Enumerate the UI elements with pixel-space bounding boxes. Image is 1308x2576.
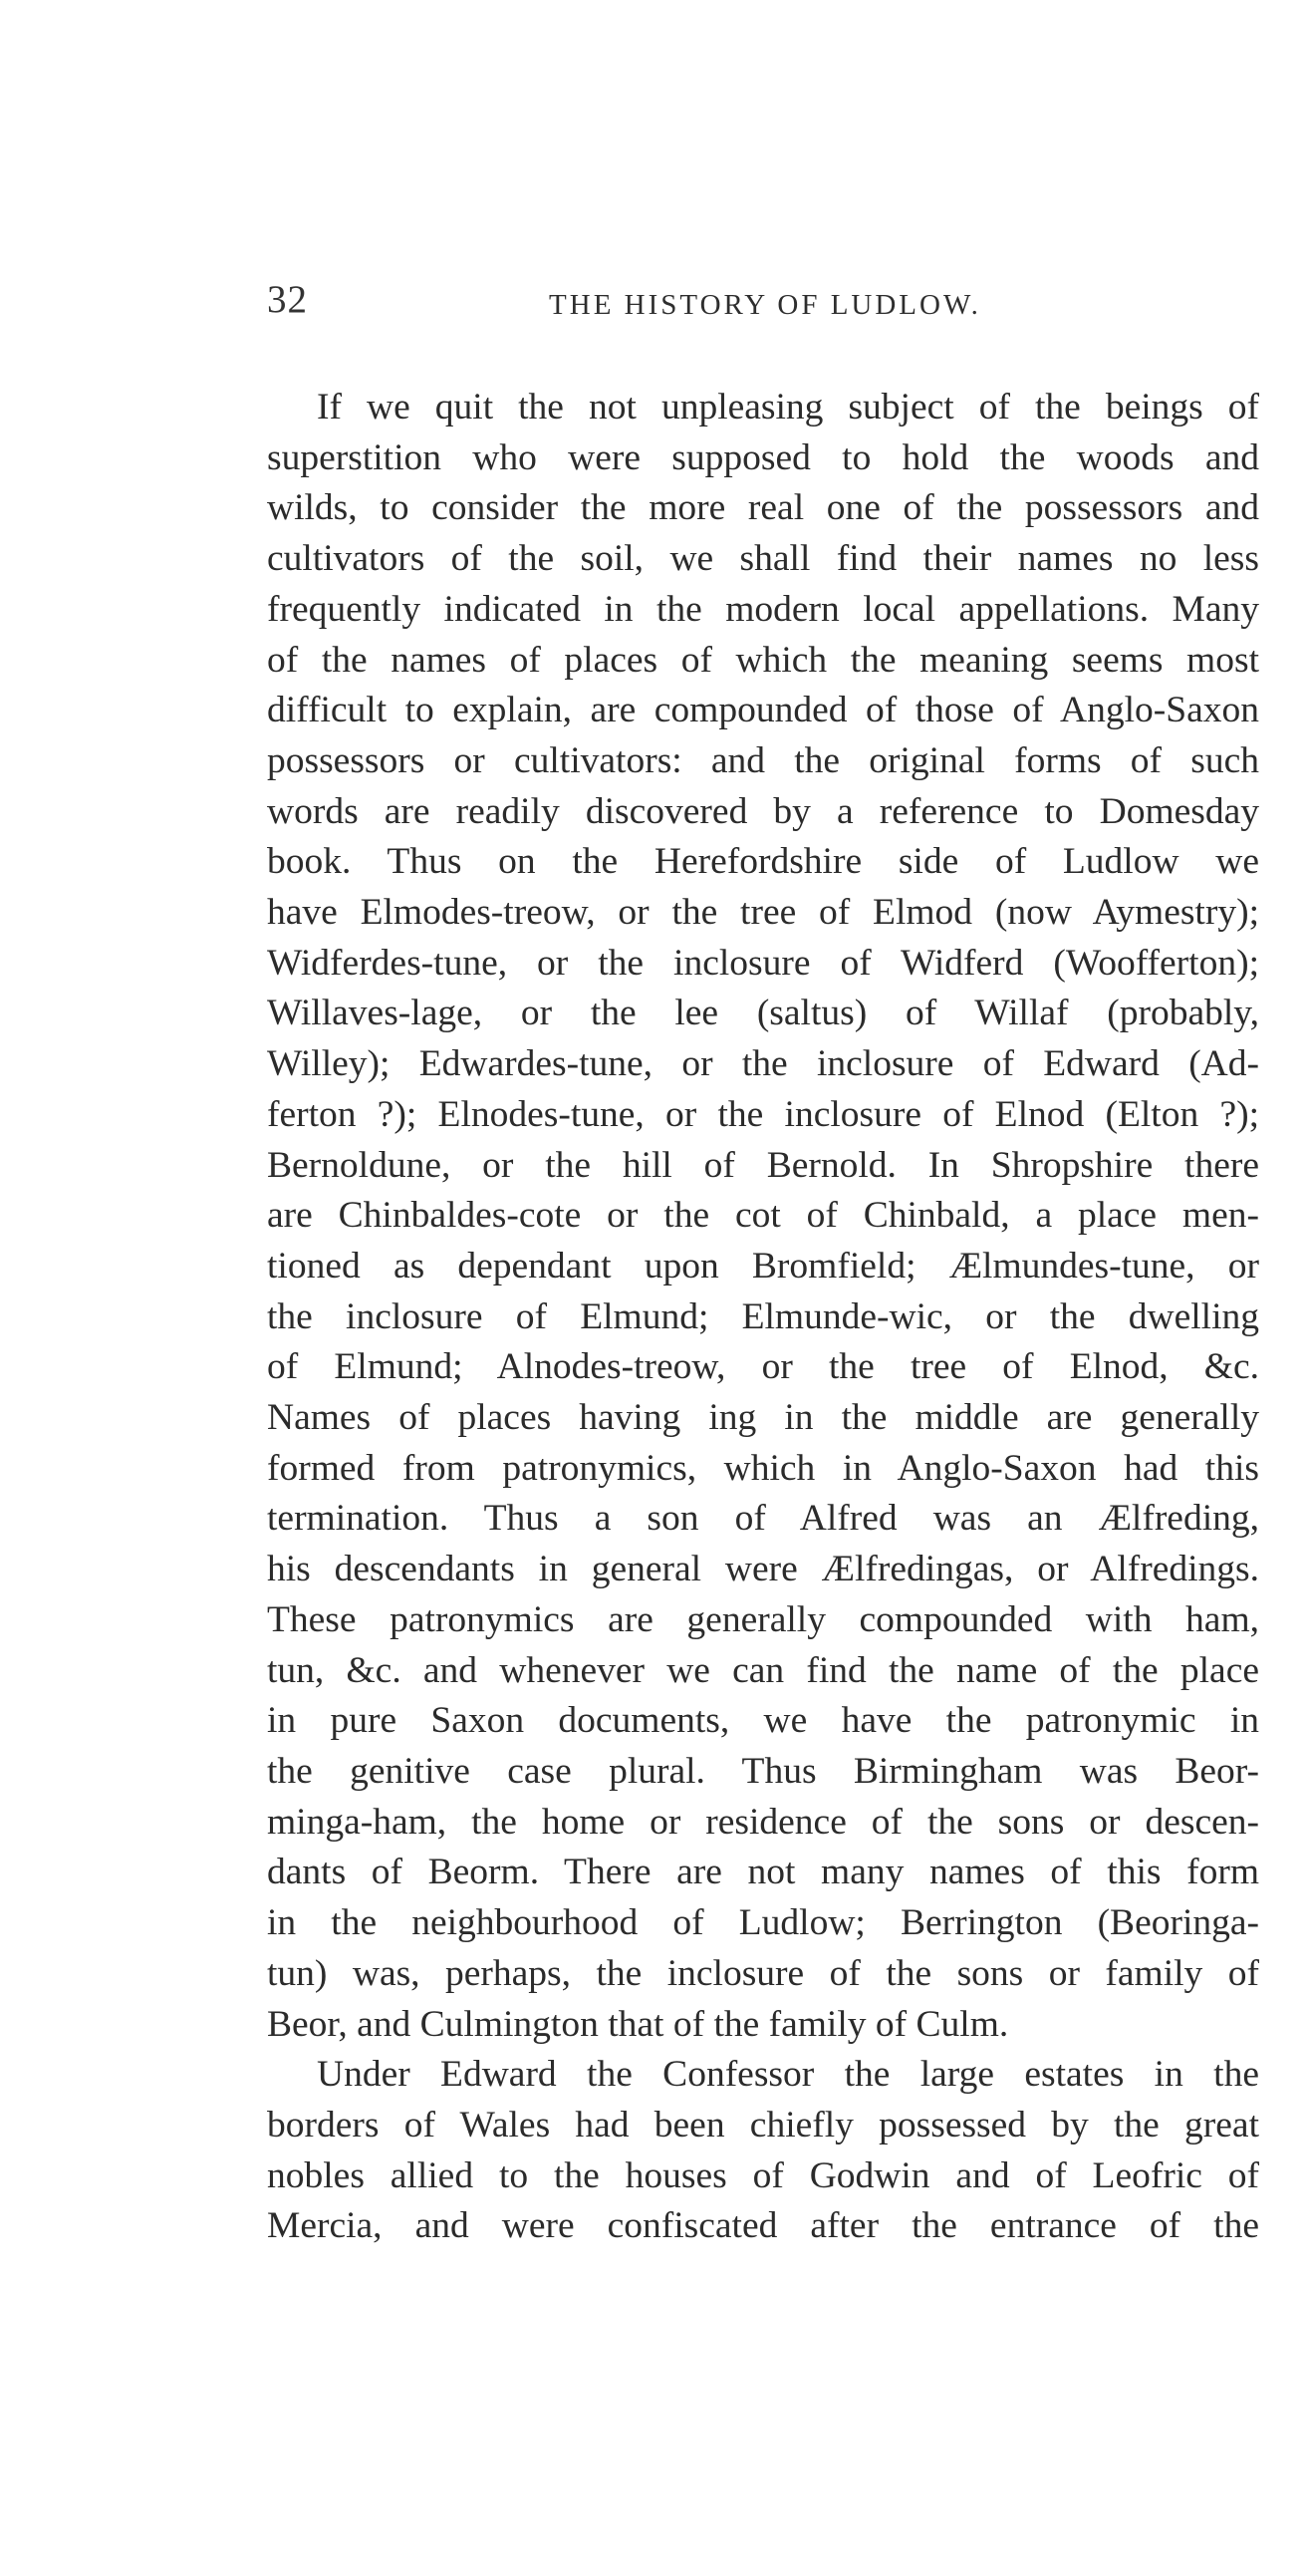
text-line: Under Edward the Confessor the large estates in the: [317, 2054, 1259, 2096]
text-line: Names of places having ing in the middle are generally: [267, 1397, 1259, 1439]
text-line: borders of Wales had been chiefly possessed by the great: [267, 2104, 1259, 2146]
running-title: THE HISTORY OF LUDLOW.: [549, 289, 981, 321]
text-line: dants of Beorm. There are not many names of this form: [267, 1852, 1259, 1893]
text-line: tun) was, perhaps, the inclosure of the sons or family of: [267, 1952, 1259, 1994]
text-line: the genitive case plural. Thus Birmingham was Beor-: [267, 1750, 1259, 1792]
text-line: of Elmund; Alnodes-treow, or the tree of Elnod, &c.: [267, 1346, 1259, 1388]
text-line: minga-ham, the home or residence of the sons or descen-: [267, 1801, 1259, 1843]
text-line: Bernoldune, or the hill of Bernold. In Shropshire there: [267, 1144, 1259, 1186]
text-line: in pure Saxon documents, we have the patronymic in: [267, 1700, 1259, 1742]
text-line: possessors or cultivators: and the original forms of such: [267, 739, 1259, 781]
text-line: the inclosure of Elmund; Elmunde-wic, or the dwelling: [267, 1295, 1259, 1337]
text-line: These patronymics are generally compounded with ham,: [267, 1598, 1259, 1640]
text-line: tioned as dependant upon Bromfield; Ælmundes-tune, or: [267, 1245, 1259, 1287]
page-header: [267, 277, 1263, 337]
body-text: [267, 383, 1259, 2252]
text-line: have Elmodes-treow, or the tree of Elmod (now Aymestry);: [267, 892, 1259, 934]
text-line: ferton ?); Elnodes-tune, or the inclosure of Elnod (Elton ?);: [267, 1093, 1259, 1135]
paragraph-1: [267, 383, 1259, 2050]
text-line: tun, &c. and whenever we can find the name of the place: [267, 1649, 1259, 1691]
text-line: of the names of places of which the meaning seems most: [267, 639, 1259, 681]
text-line: Beor, and Culmington that of the family of Culm.: [267, 2003, 1009, 2045]
text-line: If we quit the not unpleasing subject of the beings of: [317, 387, 1259, 428]
text-line: termination. Thus a son of Alfred was an Ælfreding,: [267, 1498, 1259, 1540]
page-number: 32: [267, 278, 308, 321]
text-line: frequently indicated in the modern local appellations. Many: [267, 588, 1259, 630]
text-line: are Chinbaldes-cote or the cot of Chinbald, a place men-: [267, 1195, 1259, 1237]
text-line: Widferdes-tune, or the inclosure of Widferd (Woofferton);: [267, 942, 1259, 984]
text-line: his descendants in general were Ælfredingas, or Alfredings.: [267, 1549, 1259, 1590]
text-line: words are readily discovered by a reference to Domesday: [267, 790, 1259, 832]
paragraph-2: [267, 2050, 1259, 2252]
text-line: in the neighbourhood of Ludlow; Berrington (Beoringa-: [267, 1902, 1259, 1944]
text-line: wilds, to consider the more real one of the possessors and: [267, 487, 1259, 529]
text-line: Willaves-lage, or the lee (saltus) of Willaf (probably,: [267, 993, 1259, 1034]
text-line: Willey); Edwardes-tune, or the inclosure of Edward (Ad-: [267, 1043, 1259, 1085]
text-line: book. Thus on the Herefordshire side of Ludlow we: [267, 841, 1259, 883]
text-line: nobles allied to the houses of Godwin and of Leofric of: [267, 2154, 1259, 2196]
text-line: formed from patronymics, which in Anglo-Saxon had this: [267, 1447, 1259, 1489]
text-line: difficult to explain, are compounded of those of Anglo-Saxon: [267, 690, 1259, 731]
text-line: Mercia, and were confiscated after the entrance of the: [267, 2205, 1259, 2247]
text-line: cultivators of the soil, we shall find their names no less: [267, 538, 1259, 580]
text-line: superstition who were supposed to hold the woods and: [267, 436, 1259, 478]
